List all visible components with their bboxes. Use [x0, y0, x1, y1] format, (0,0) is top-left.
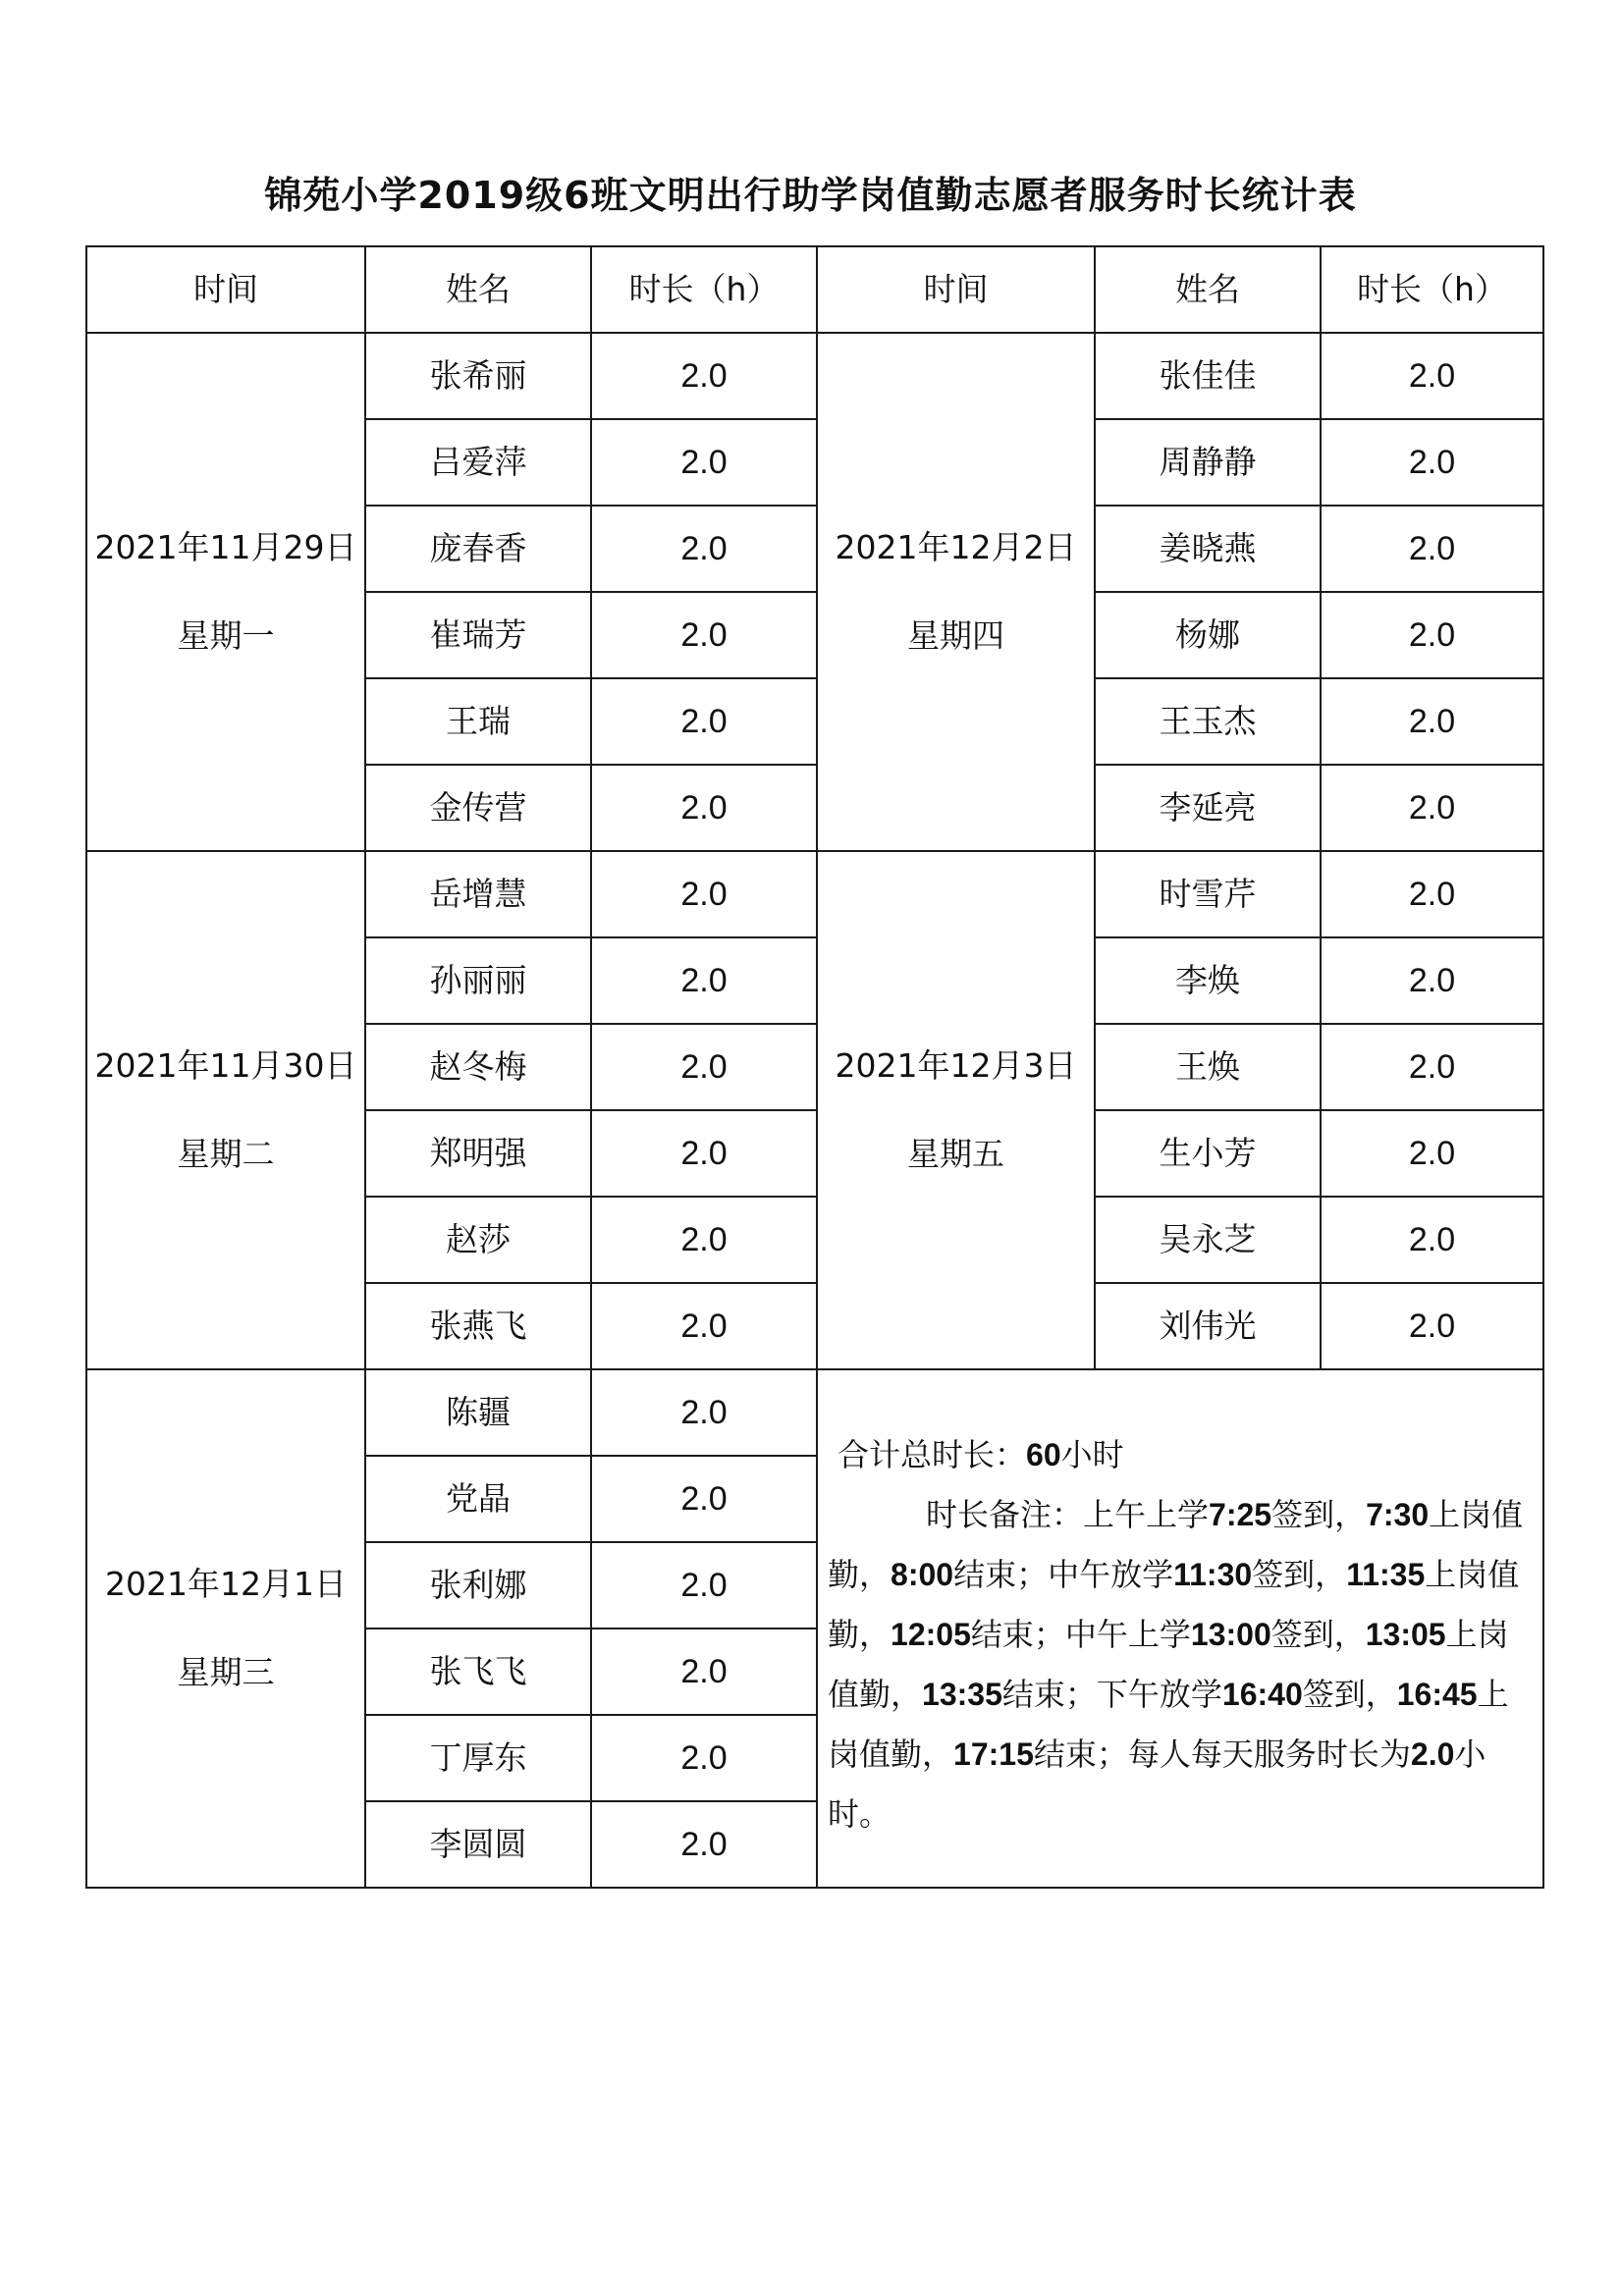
volunteer-name: 张飞飞: [365, 1629, 591, 1715]
volunteer-name: 张佳佳: [1095, 333, 1321, 419]
volunteer-name: 丁厚东: [365, 1715, 591, 1801]
service-hours: 2.0: [1321, 678, 1543, 765]
volunteer-name: 赵莎: [365, 1197, 591, 1283]
volunteer-name: 生小芳: [1095, 1110, 1321, 1197]
volunteer-name: 王焕: [1095, 1024, 1321, 1110]
volunteer-name: 杨娜: [1095, 592, 1321, 678]
volunteer-name: 张燕飞: [365, 1283, 591, 1369]
header-name: 姓名: [365, 246, 591, 333]
memo-time: 16:40: [1221, 1677, 1303, 1712]
service-hours: 2.0: [1321, 1024, 1543, 1110]
memo-time: 11:30: [1173, 1557, 1253, 1592]
service-hours: 2.0: [1321, 851, 1543, 937]
service-hours: 2.0: [1321, 419, 1543, 506]
memo-time: 16:45: [1396, 1677, 1478, 1712]
memo-text: 签到，: [1252, 1556, 1347, 1593]
service-hours: 2.0: [591, 1801, 817, 1888]
duty-date: 2021年11月29日: [94, 528, 357, 566]
memo-text: 上岗值勤，: [828, 1556, 1520, 1653]
memo-time: 13:35: [922, 1677, 1002, 1712]
summary-notes: [817, 1369, 1543, 1888]
service-hours: 2.0: [591, 1456, 817, 1542]
header-row: [86, 246, 1543, 333]
memo-text: 结束；: [1001, 1676, 1097, 1713]
memo-text: 结束；: [953, 1556, 1049, 1593]
memo-time: 17:15: [953, 1736, 1034, 1772]
memo-label: 时长备注：: [926, 1496, 1084, 1533]
service-hours: 2.0: [591, 1629, 817, 1715]
service-hours: 2.0: [1321, 506, 1543, 592]
hours-memo: [828, 1485, 1535, 1844]
service-hours: 2.0: [591, 678, 817, 765]
memo-text: 小时。: [828, 1735, 1486, 1833]
memo-text: 中午上学: [1064, 1616, 1191, 1653]
header-time-right: 时间: [817, 246, 1095, 333]
memo-text: 上岗值勤，: [828, 1676, 1509, 1773]
volunteer-name: 陈疆: [365, 1369, 591, 1456]
duty-date: 2021年12月2日: [835, 528, 1077, 566]
date-cell: [86, 851, 365, 1369]
service-hours: 2.0: [1321, 937, 1543, 1024]
table-row: [86, 1369, 1543, 1456]
service-hours: 2.0: [591, 765, 817, 851]
volunteer-name: 李焕: [1095, 937, 1321, 1024]
header-time: 时间: [86, 246, 365, 333]
volunteer-name: 张希丽: [365, 333, 591, 419]
memo-text: 结束；: [1033, 1735, 1128, 1773]
total-hours: [828, 1425, 1535, 1485]
memo-text: 签到，: [1302, 1676, 1397, 1713]
memo-time: 11:35: [1346, 1557, 1426, 1592]
memo-text: 签到，: [1270, 1616, 1366, 1653]
service-hours: 2.0: [1321, 765, 1543, 851]
volunteer-name: 时雪芹: [1095, 851, 1321, 937]
duty-weekday: 星期三: [177, 1653, 275, 1691]
date-cell: [817, 851, 1095, 1369]
duty-date: 2021年11月30日: [94, 1046, 357, 1085]
service-hours: 2.0: [591, 851, 817, 937]
volunteer-name: 姜晓燕: [1095, 506, 1321, 592]
service-hours: 2.0: [591, 937, 817, 1024]
volunteer-name: 王玉杰: [1095, 678, 1321, 765]
memo-time: 2.0: [1410, 1736, 1455, 1772]
volunteer-name: 吴永芝: [1095, 1197, 1321, 1283]
date-cell: [86, 1369, 365, 1888]
service-hours: 2.0: [1321, 333, 1543, 419]
duty-weekday: 星期五: [907, 1135, 1004, 1173]
service-hours: 2.0: [1321, 1110, 1543, 1197]
volunteer-name: 赵冬梅: [365, 1024, 591, 1110]
service-hours: 2.0: [1321, 1283, 1543, 1369]
volunteer-name: 刘伟光: [1095, 1283, 1321, 1369]
volunteer-name: 郑明强: [365, 1110, 591, 1197]
duty-date: 2021年12月1日: [105, 1565, 347, 1603]
duty-weekday: 星期一: [177, 616, 275, 655]
volunteer-name: 党晶: [365, 1456, 591, 1542]
header-name-right: 姓名: [1095, 246, 1321, 333]
service-hours: 2.0: [591, 1197, 817, 1283]
duty-date: 2021年12月3日: [835, 1046, 1077, 1085]
memo-text: 签到，: [1271, 1496, 1367, 1533]
volunteer-name: 岳增慧: [365, 851, 591, 937]
volunteer-name: 孙丽丽: [365, 937, 591, 1024]
memo-text: 下午放学: [1096, 1676, 1222, 1713]
service-hours: 2.0: [591, 1110, 817, 1197]
duty-weekday: 星期二: [177, 1135, 275, 1173]
table-row: [86, 851, 1543, 937]
service-hours: 2.0: [591, 592, 817, 678]
volunteer-name: 张利娜: [365, 1542, 591, 1629]
total-label: 合计总时长：: [838, 1436, 1027, 1473]
total-value: 60: [1026, 1437, 1061, 1472]
memo-time: 12:05: [891, 1617, 971, 1652]
volunteer-name: 庞春香: [365, 506, 591, 592]
service-hours: 2.0: [1321, 1197, 1543, 1283]
total-unit: 小时: [1060, 1436, 1124, 1473]
volunteer-name: 崔瑞芳: [365, 592, 591, 678]
volunteer-name: 李圆圆: [365, 1801, 591, 1888]
service-hours: 2.0: [591, 1369, 817, 1456]
table-row: [86, 333, 1543, 419]
service-hours: 2.0: [591, 1283, 817, 1369]
memo-text: 上午上学: [1083, 1496, 1210, 1533]
memo-text: 上岗值勤，: [828, 1496, 1524, 1593]
volunteer-name: 金传营: [365, 765, 591, 851]
volunteer-name: 王瑞: [365, 678, 591, 765]
service-hours: 2.0: [591, 419, 817, 506]
service-hours: 2.0: [591, 333, 817, 419]
header-hours-right: 时长（h）: [1321, 246, 1543, 333]
volunteer-name: 李延亮: [1095, 765, 1321, 851]
date-cell: [817, 333, 1095, 851]
service-hours: 2.0: [1321, 592, 1543, 678]
memo-text: 中午放学: [1048, 1556, 1174, 1593]
service-hours: 2.0: [591, 1024, 817, 1110]
memo-time: 7:25: [1209, 1497, 1272, 1532]
volunteer-name: 吕爱萍: [365, 419, 591, 506]
memo-text: 上岗值勤，: [828, 1616, 1509, 1713]
service-hours: 2.0: [591, 506, 817, 592]
memo-text: 结束；: [970, 1616, 1065, 1653]
memo-time: 13:00: [1190, 1617, 1271, 1652]
memo-time: 7:30: [1366, 1497, 1430, 1532]
volunteer-hours-table: [85, 245, 1544, 1889]
memo-time: 8:00: [891, 1557, 954, 1592]
memo-time: 13:05: [1365, 1617, 1446, 1652]
memo-text: 每人每天服务时长为: [1127, 1735, 1411, 1773]
header-hours: 时长（h）: [591, 246, 817, 333]
volunteer-name: 周静静: [1095, 419, 1321, 506]
service-hours: 2.0: [591, 1542, 817, 1629]
service-hours: 2.0: [591, 1715, 817, 1801]
duty-weekday: 星期四: [907, 616, 1004, 655]
date-cell: [86, 333, 365, 851]
page-title: 锦苑小学2019级6班文明出行助学岗值勤志愿者服务时长统计表: [264, 174, 1357, 217]
